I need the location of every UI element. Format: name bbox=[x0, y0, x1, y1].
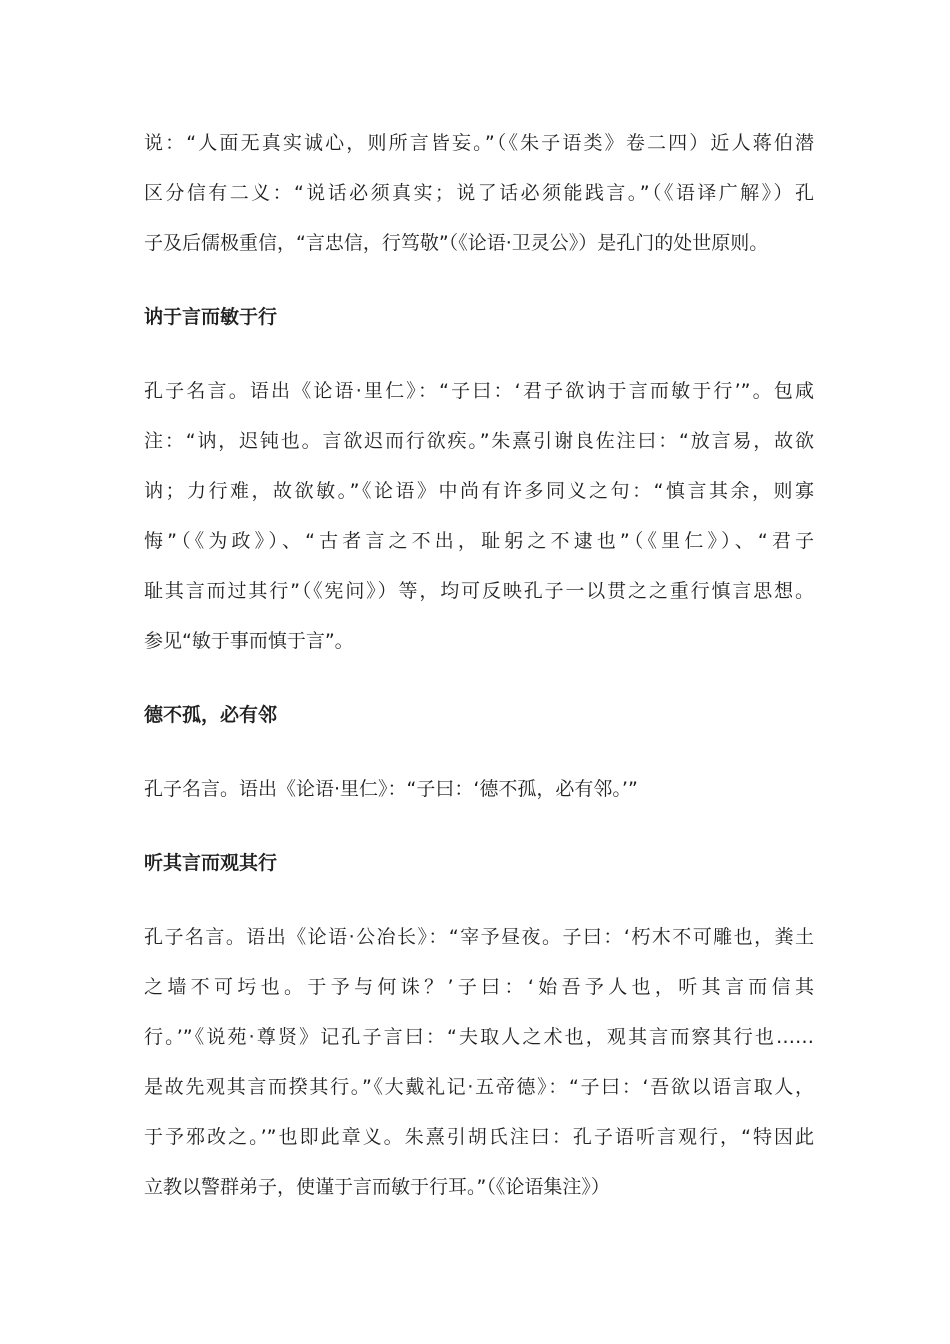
paragraph-line: 孔子名言。语出《论语·公冶长》：“宰予昼夜。子曰：‘朽木不可雕也，粪土 bbox=[144, 926, 814, 948]
paragraph-line: 注：“讷，迟钝也。言欲迟而行欲疾。”朱熹引谢良佐注曰：“放言易，故欲 bbox=[144, 430, 814, 452]
paragraph-line: 孔子名言。语出《论语·里仁》：“子曰：‘君子欲讷于言而敏于行’”。包咸 bbox=[144, 380, 814, 402]
paragraph-line: 是故先观其言而揆其行。”《大戴礼记·五帝德》：“子曰：‘吾欲以语言取人， bbox=[144, 1076, 814, 1098]
paragraph-line: 说：“人面无真实诚心，则所言皆妄。”（《朱子语类》卷二四）近人蒋伯潜 bbox=[144, 132, 814, 154]
paragraph-line: 参见“敏于事而慎于言”。 bbox=[144, 630, 354, 652]
paragraph-line: 孔子名言。语出《论语·里仁》：“子曰：‘德不孤，必有邻。’” bbox=[144, 778, 638, 800]
paragraph-line: 耻其言而过其行”（《宪问》）等，均可反映孔子一以贯之之重行慎言思想。 bbox=[144, 580, 814, 602]
intro-paragraph bbox=[144, 118, 814, 268]
section-paragraph bbox=[144, 912, 814, 1212]
section-heading: 德不孤，必有邻 bbox=[144, 704, 278, 726]
paragraph-line: 之墙不可圬也。于予与何诛？’子曰：‘始吾予人也，听其言而信其 bbox=[144, 976, 814, 998]
paragraph-line: 子及后儒极重信，“言忠信，行笃敬”（《论语·卫灵公》）是孔门的处世原则。 bbox=[144, 232, 769, 254]
paragraph-line: 行。’”《说苑·尊贤》记孔子言曰：“夫取人之术也，观其言而察其行也…… bbox=[144, 1026, 814, 1048]
section-heading: 讷于言而敏于行 bbox=[144, 306, 278, 328]
paragraph-line: 悔”（《为政》）、“古者言之不出，耻躬之不逮也”（《里仁》）、“君子 bbox=[144, 530, 814, 552]
paragraph-line: 区分信有二义：“说话必须真实；说了话必须能践言。”（《语译广解》）孔 bbox=[144, 182, 814, 204]
paragraph-line: 于予邪改之。’”也即此章义。朱熹引胡氏注曰：孔子语听言观行，“特因此 bbox=[144, 1126, 814, 1148]
section-paragraph bbox=[144, 764, 814, 814]
paragraph-line: 立教以警群弟子，使谨于言而敏于行耳。”（《论语集注》） bbox=[144, 1176, 610, 1198]
document-page bbox=[144, 118, 814, 1212]
section-paragraph bbox=[144, 366, 814, 666]
section-heading: 听其言而观其行 bbox=[144, 852, 278, 874]
paragraph-line: 讷；力行难，故欲敏。”《论语》中尚有许多同义之句：“慎言其余，则寡 bbox=[144, 480, 814, 502]
